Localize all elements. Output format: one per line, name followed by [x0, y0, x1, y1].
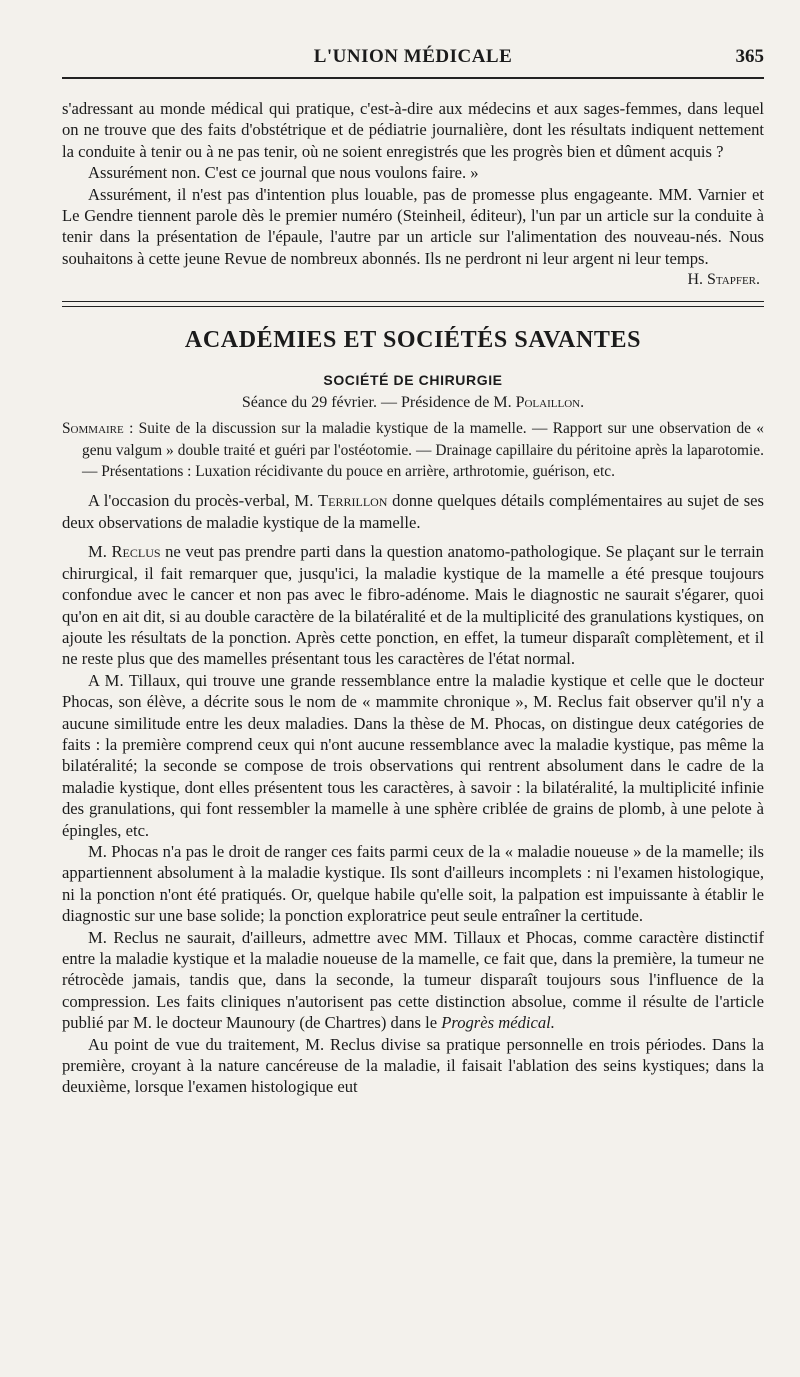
- body-paragraph-1: [62, 490, 764, 533]
- intro-paragraph-3: Assurément, il n'est pas d'intention plus louable, pas de promesse plus engageante. MM. Varnier et Le Gendre tiennent parole dès le premier numéro (Steinheil, éditeur), l'un par un article sur la conduite à tenir dans la présentation de l'épaule, l'autre par un article sur l'alimentation des nouveau-nés. Nous souhaitons à cette jeune Revue de nombreux abonnés. Ils ne perdront ni leur argent ni leur temps.: [62, 184, 764, 268]
- summary-label: Sommaire: [62, 420, 124, 438]
- header-rule: [62, 77, 764, 79]
- body-paragraph-2-text-a: M.: [88, 542, 112, 562]
- society-heading: SOCIÉTÉ DE CHIRURGIE: [323, 372, 503, 389]
- paragraph-gap: [62, 533, 764, 541]
- intro-paragraph-2: Assurément non. C'est ce journal que nous voulons faire. »: [88, 163, 479, 183]
- body-paragraph-2-text-b: ne veut pas prendre parti dans la question anatomo-pathologique. Se plaçant sur le terrain chirurgical, il fait remarquer que, jusqu'ici, la maladie kystique de la mamelle a été presque toujours confondue avec le cancer et non pas avec le fibro-adénome. Mais le diagnostic ne saurait s'égarer, quoi qu'on en ait dit, si au double caractère de la bilatéralité et de la multiplicité des granulations kystiques, on ajoute les résultats de la ponction. Après cette ponction, en effet, la tumeur disparaît complètement, et il ne reste plus que des mamelles présentant tous les caractères de l'état normal.: [62, 542, 764, 669]
- intro-paragraph-1: s'adressant au monde médical qui pratique, c'est-à-dire aux médecins et aux sages-femmes, dans lequel on ne trouve que des faits d'obstétrique et de pédiatrie journalière, dont les résultats indiquent nettement la conduite à tenir ou à ne pas tenir, où ne soient enregistrés que les progrès bien et dûment acquis ?: [62, 99, 764, 161]
- body-paragraph-1-text-a: A l'occasion du procès-verbal, M.: [88, 491, 319, 511]
- running-title: L'UNION MÉDICALE: [313, 46, 513, 67]
- body-paragraph-4: M. Phocas n'a pas le droit de ranger ces faits parmi ceux de la « maladie noueuse » de la mamelle; ils appartiennent absolument à la maladie kystique. Ils sont d'ailleurs incomplets : ni l'examen histologique, ni la ponction n'ont été pratiqués. Or, quelque habile qu'elle soit, la palpation est impuissante à établir le diagnostic sur une base solide; la ponction exploratrice peut seule entraîner la certitude.: [62, 841, 764, 926]
- body-paragraph-2: [62, 541, 764, 669]
- page-header: [62, 0, 764, 92]
- speaker-terrillon: Terrillon: [318, 491, 388, 511]
- summary: [62, 418, 764, 482]
- body-paragraph-5: [62, 927, 764, 1034]
- page-number: 365: [735, 46, 764, 67]
- session-president: Polaillon.: [515, 394, 585, 412]
- summary-text: : Suite de la discussion sur la maladie kystique de la mamelle. — Rapport sur une observation de « genu valgum » double traité et guéri par l'ostéotomie. — Drainage capillaire du péritoine après la laparotomie. — Présentations : Luxation récidivante du pouce en arrière, arthrotomie, guérison, etc.: [82, 420, 764, 481]
- session-date: Séance du 29 février. — Présidence de M.: [241, 394, 516, 412]
- section-title: ACADÉMIES ET SOCIÉTÉS SAVANTES: [184, 327, 642, 354]
- body-paragraph-5-text: M. Reclus ne saurait, d'ailleurs, admettre avec MM. Tillaux et Phocas, comme caractère distinctif entre la maladie kystique et la maladie noueuse de la mamelle, ce fait que, dans la première, la tumeur ne rétrocède jamais, tandis que, dans la seconde, la tumeur disparaît toujours sous l'influence de la compression. Les faits cliniques n'autorisent pas cette distinction absolue, comme il résulte de l'article publié par M. le docteur Maunoury (de Chartres) dans le: [62, 927, 764, 1033]
- body-paragraph-3: A M. Tillaux, qui trouve une grande ressemblance entre la maladie kystique et celle que le docteur Phocas, son élève, a décrite sous le nom de « mammite chronique », M. Reclus fait observer qu'il n'y a aucune similitude entre les deux maladies. Dans la thèse de M. Phocas, on distingue deux catégories de faits : la première comprend ceux qui n'ont aucune ressemblance avec la maladie kystique, pas même la bilatéralité; la seconde se compose de trois observations qui rentrent absolument dans le cadre de la maladie kystique, dont elles présentent tous les caractères, à savoir : la bilatéralité, la multiplicité infinie des granulations, qui font ressembler la mamelle à une sphère criblée de grains de plomb, à une pelote à épingles, etc.: [62, 670, 764, 840]
- section-divider: [62, 301, 764, 307]
- signature: H. Stapfer.: [687, 271, 760, 289]
- journal-title: Progrès médical.: [441, 1013, 555, 1033]
- body-paragraph-1-text-b: donne quelques détails complémentaires au sujet de ses deux observations de maladie kystique de la mamelle.: [62, 491, 764, 532]
- speaker-reclus: Reclus: [111, 542, 161, 562]
- body-paragraph-6: Au point de vue du traitement, M. Reclus divise sa pratique personnelle en trois périodes. Dans la première, croyant à la nature cancéreuse de la maladie, il faisait l'ablation des seins kystiques; dans la deuxième, lorsque l'examen histologique eut: [62, 1034, 764, 1097]
- session-line: [62, 394, 764, 412]
